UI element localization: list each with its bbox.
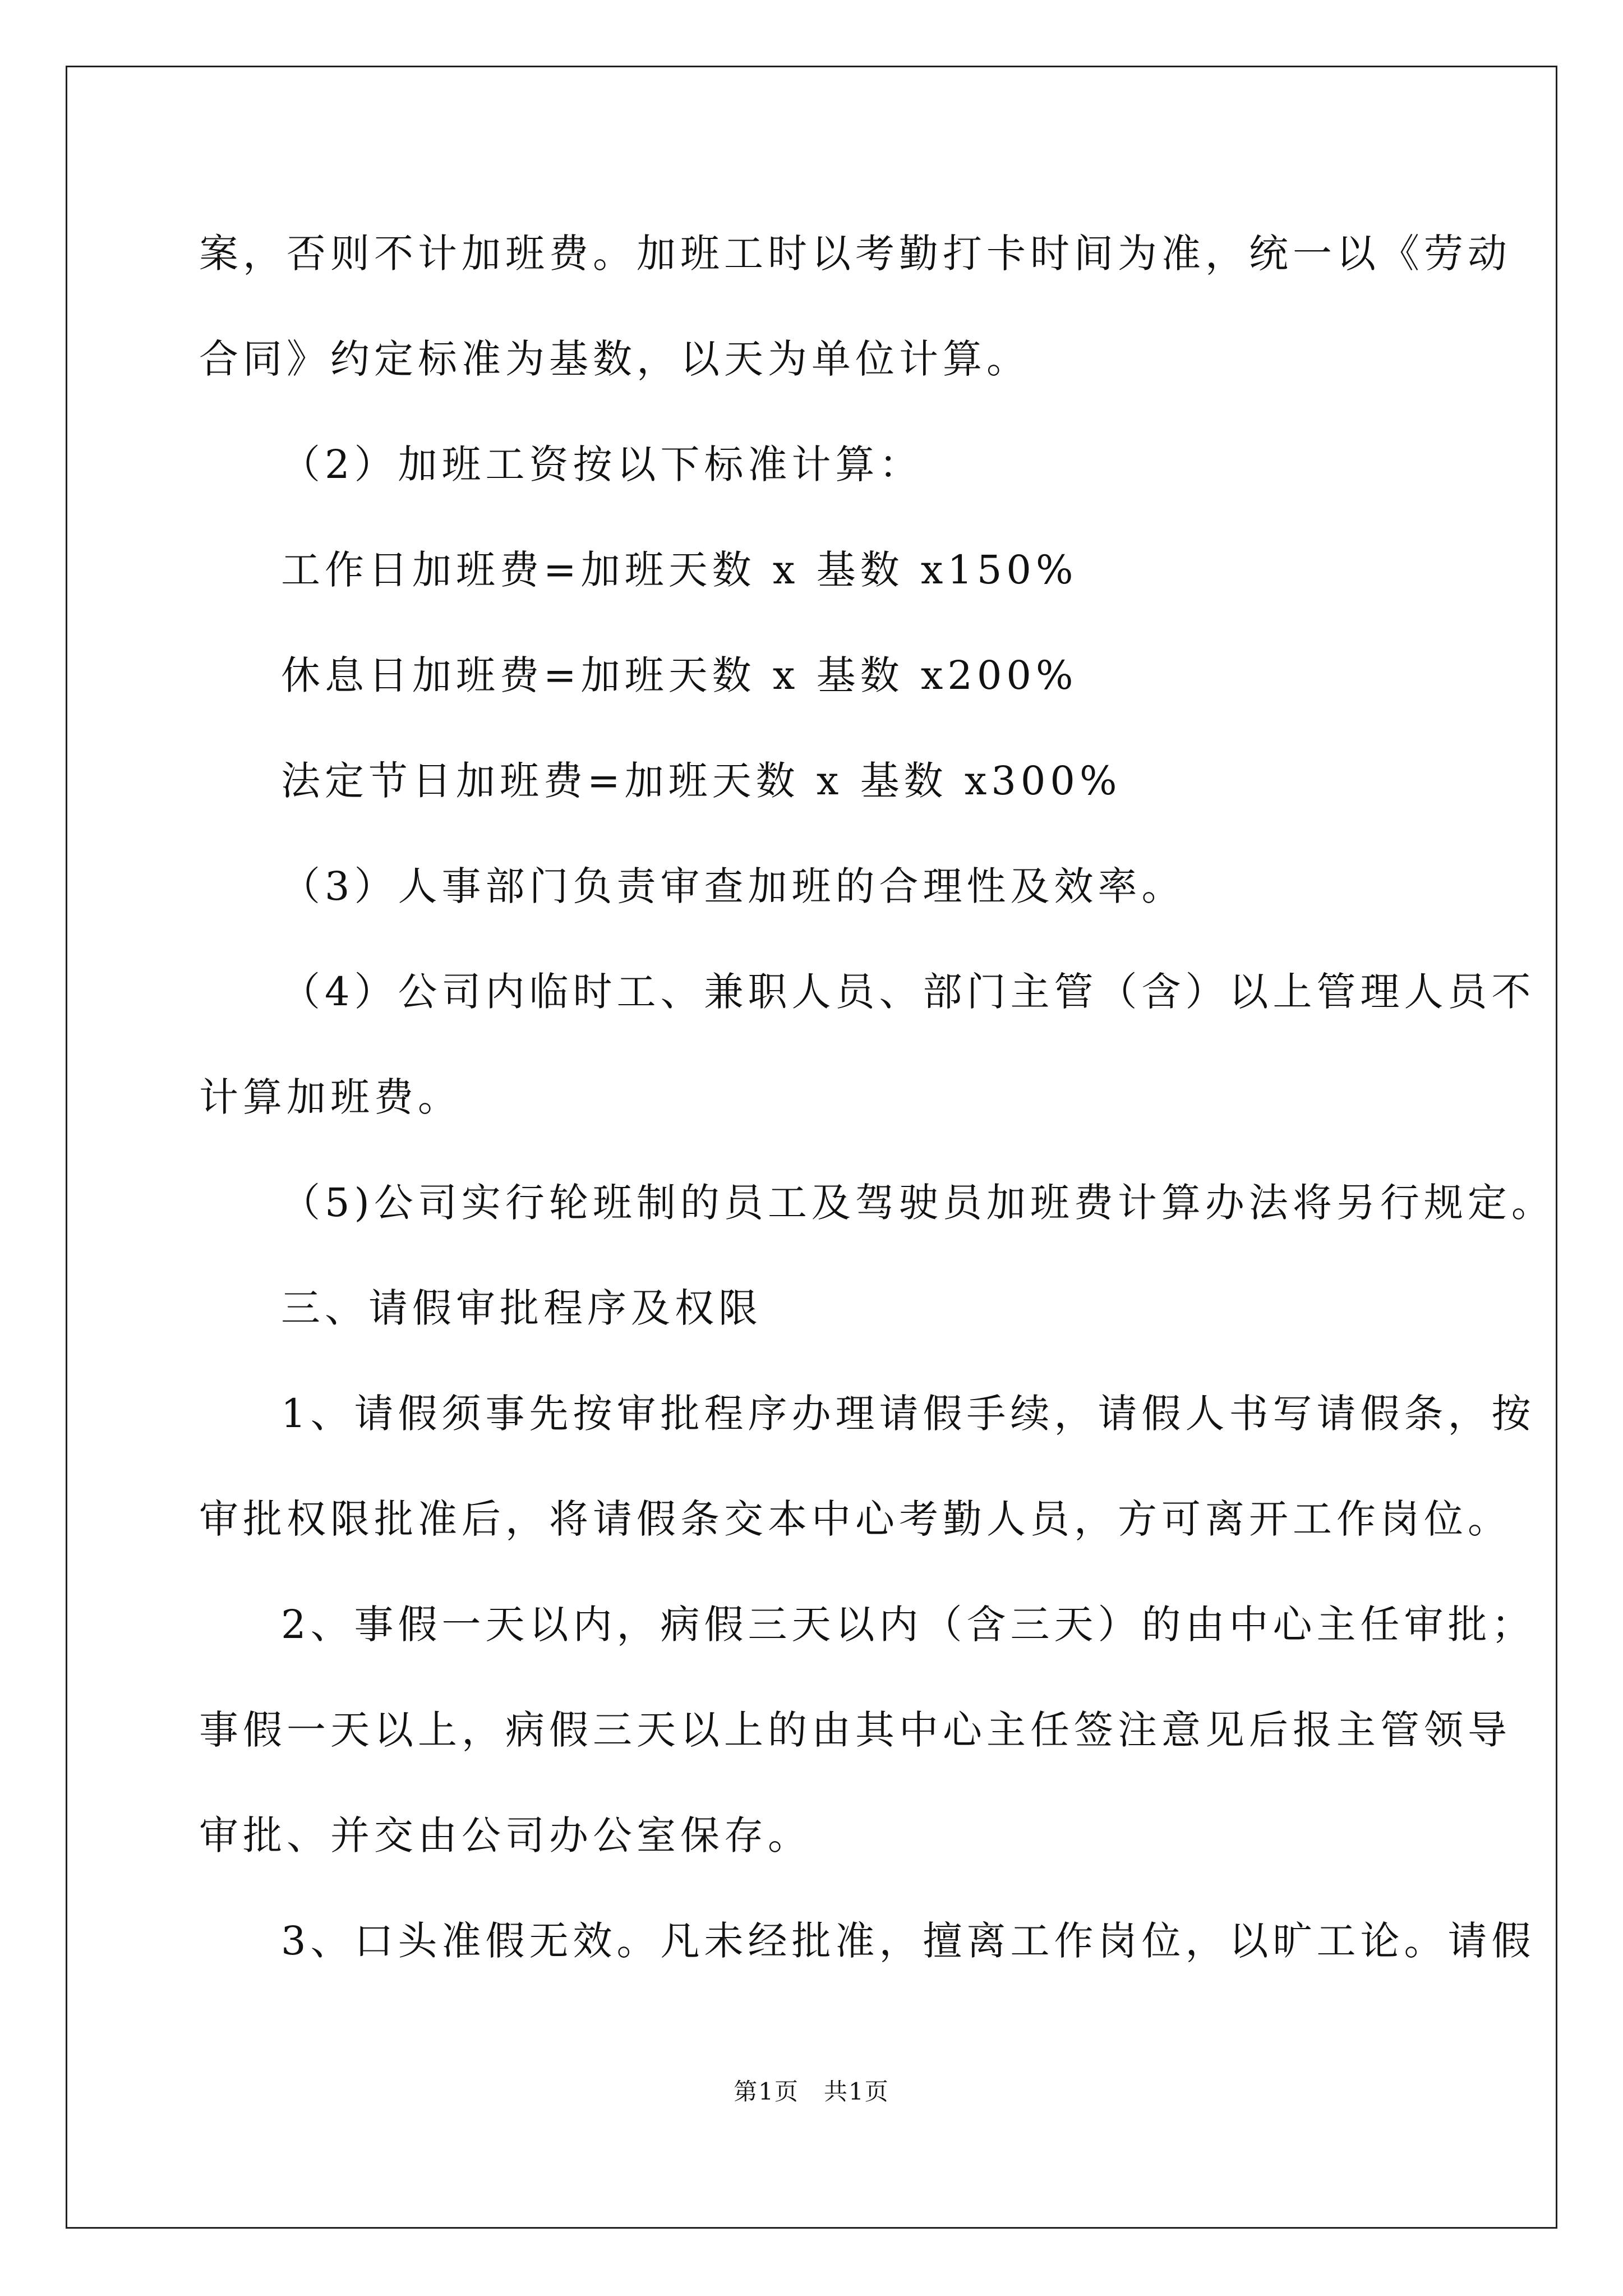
text-line: （2）加班工资按以下标准计算： (281, 441, 923, 487)
text-line: 事假一天以上，病假三天以上的由其中心主任签注意见后报主管领导 (199, 1707, 1511, 1753)
text-line: 工作日加班费=加班天数 x 基数 x150% (281, 547, 1078, 593)
text-line: 审批、并交由公司办公室保存。 (199, 1812, 811, 1858)
text-line: 2、事假一天以内，病假三天以内（含三天）的由中心主任审批； (281, 1602, 1536, 1648)
text-line: （5)公司实行轮班制的员工及驾驶员加班费计算办法将另行规定。 (281, 1180, 1555, 1226)
text-line: 3、口头准假无效。凡未经批准，擅离工作岗位，以旷工论。请假 (281, 1918, 1536, 1964)
text-line: 休息日加班费=加班天数 x 基数 x200% (281, 652, 1078, 698)
text-line: （4）公司内临时工、兼职人员、部门主管（含）以上管理人员不 (281, 969, 1536, 1015)
section-heading: 三、请假审批程序及权限 (281, 1285, 762, 1331)
text-line: 案，否则不计加班费。加班工时以考勤打卡时间为准，统一以《劳动 (199, 231, 1511, 277)
text-line: 1、请假须事先按审批程序办理请假手续，请假人书写请假条，按 (281, 1391, 1536, 1437)
page-footer: 第1页 共1页 (734, 2078, 889, 2105)
text-line: 计算加班费。 (199, 1074, 462, 1120)
page-border (66, 66, 1557, 2229)
text-line: 合同》约定标准为基数，以天为单位计算。 (199, 336, 1030, 382)
text-line: 审批权限批准后，将请假条交本中心考勤人员，方可离开工作岗位。 (199, 1496, 1511, 1542)
text-line: 法定节日加班费=加班天数 x 基数 x300% (281, 758, 1122, 804)
text-line: （3）人事部门负责审查加班的合理性及效率。 (281, 863, 1186, 909)
